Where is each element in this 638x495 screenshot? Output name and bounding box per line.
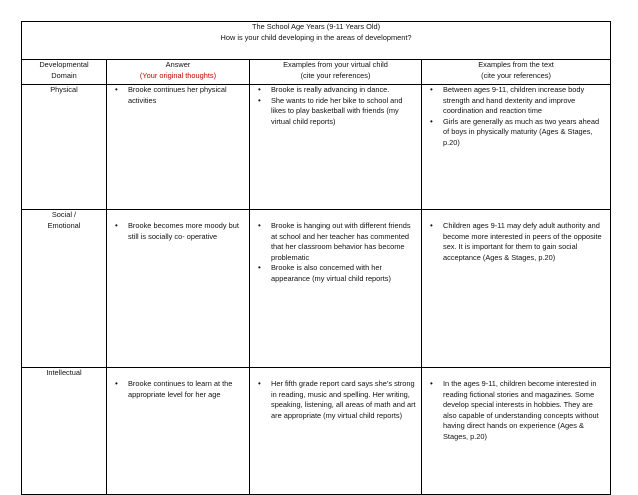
bullet-icon: • (258, 263, 261, 273)
list-item-text: Brooke becomes more moody but still is socially co- operative (128, 221, 239, 241)
domain-physical (22, 85, 107, 210)
list-item-text: Brooke continues to learn at the appropriate level for her age (128, 379, 233, 399)
answer-cell (107, 85, 250, 210)
bullet-icon: • (115, 85, 118, 94)
list-item-text: Brooke is really advancing in dance. (271, 85, 390, 94)
list-item-text: Brooke is hanging out with different friends at school and her teacher has commented that her classroom behavior has become problematic (271, 221, 411, 262)
list-item (425, 221, 607, 263)
title-line-1: The School Age Years (9-11 Years Old) (251, 22, 381, 31)
text-examples-cell (422, 368, 611, 495)
virtual-child-cell (250, 210, 422, 368)
header-virtual-line-1: Examples from your virtual child (283, 60, 388, 69)
list-item-text: Brooke continues her physical activities (128, 85, 227, 105)
header-virtual-line-2: (cite your references) (300, 70, 371, 80)
domain-label: Emotional (47, 220, 81, 230)
table-title (22, 22, 611, 60)
header-text-line-1: Examples from the text (478, 60, 554, 69)
development-table (21, 21, 611, 495)
domain-label: Physical (50, 85, 78, 94)
bullet-icon: • (430, 85, 433, 94)
header-domain (22, 60, 107, 85)
header-domain-line-2: Domain (51, 70, 77, 80)
domain-label: Intellectual (46, 368, 82, 377)
header-answer-line-1: Answer (165, 60, 191, 69)
virtual-child-cell (250, 368, 422, 495)
list-item (425, 85, 607, 117)
list-item (425, 117, 607, 149)
header-answer (107, 60, 250, 85)
header-text-line-2: (cite your references) (481, 70, 551, 80)
table-row (22, 85, 611, 210)
list-item (253, 96, 418, 128)
list-item (253, 379, 418, 421)
header-row (22, 60, 611, 85)
bullet-icon: • (258, 85, 261, 94)
list-item (110, 85, 246, 106)
text-examples-cell (422, 210, 611, 368)
title-line-2: How is your child developing in the areas of development? (220, 32, 412, 42)
domain-intellectual (22, 368, 107, 495)
list-item (253, 221, 418, 263)
header-virtual-child (250, 60, 422, 85)
list-item-text: Her fifth grade report card says she’s strong in reading, music and spelling. Her writing, speaking, listening, all areas of math and art are appropriate (my virtual child reports) (271, 379, 416, 420)
list-item (253, 263, 418, 284)
answer-cell (107, 210, 250, 368)
list-item (110, 379, 246, 400)
bullet-icon: • (430, 116, 433, 126)
list-item (110, 221, 246, 242)
list-item (425, 379, 607, 443)
text-examples-cell (422, 85, 611, 210)
bullet-icon: • (115, 221, 118, 230)
bullet-icon: • (430, 379, 433, 388)
list-item-text: Children ages 9-11 may defy adult authority and become more interested in peers of the opposite sex. It is important for them to gain social acceptance (Ages & Stages, p.20) (443, 221, 602, 262)
list-item-text: Between ages 9-11, children increase body strength and hand dexterity and improve coordination and reaction time (443, 85, 585, 116)
header-text-examples (422, 60, 611, 85)
virtual-child-cell (250, 85, 422, 210)
bullet-icon: • (258, 221, 261, 230)
list-item-text: Girls are generally as much as two years ahead of boys in physically maturity (Ages & Stages, p.20) (443, 116, 600, 147)
bullet-icon: • (430, 221, 433, 230)
table-row (22, 210, 611, 368)
header-answer-line-2: (Your original thoughts) (139, 70, 217, 80)
bullet-icon: • (115, 379, 118, 388)
answer-cell (107, 368, 250, 495)
header-domain-line-1: Developmental (39, 60, 89, 69)
title-row (22, 22, 611, 60)
domain-label: Social / (51, 210, 77, 219)
list-item (253, 85, 418, 96)
bullet-icon: • (258, 95, 261, 105)
list-item-text: Brooke is also concerned with her appearance (my virtual child reports) (271, 263, 391, 283)
table-row (22, 368, 611, 495)
list-item-text: She wants to ride her bike to school and likes to play basketball with friends (my virtual child reports) (271, 95, 403, 126)
list-item-text: In the ages 9-11, children become interested in reading fictional stories and magazines. Some develop special interests in hobbies. They are also capable of understanding concepts without having direct hands on experience (Ages & Stages, p.20) (443, 379, 599, 441)
bullet-icon: • (258, 379, 261, 388)
domain-social-emotional (22, 210, 107, 368)
